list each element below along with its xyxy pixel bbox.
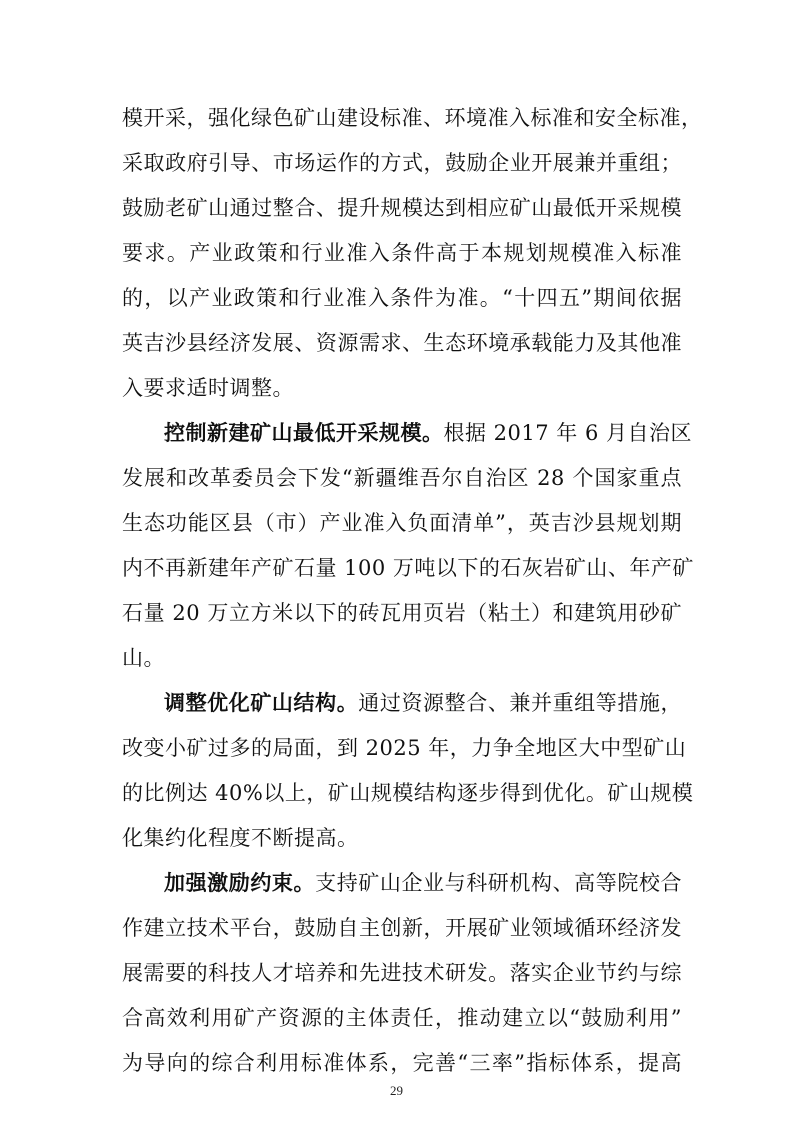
section3-line: 展需要的科技人才培养和先进技术研发。落实企业节约与综 [122,961,682,985]
section1-first-line [164,416,693,450]
section1-line: 生态功能区县（市）产业准入负面清单”，英吉沙县规划期 [122,511,682,535]
section2-first-line [164,686,682,720]
paragraph-line: 入要求适时调整。 [122,376,294,400]
section2-line: 的比例达 40%以上，矿山规模结构逐步得到优化。矿山规模 [122,781,694,805]
paragraph-line: 模开采，强化绿色矿山建设标准、环境准入标准和安全标准， [122,106,703,130]
paragraph-line: 鼓励老矿山通过整合、提升规模达到相应矿山最低开采规模 [122,196,682,220]
paragraph-line: 的，以产业政策和行业准入条件为准。“十四五”期间依据 [122,286,682,310]
section1-first-line-text: 根据 2017 年 6 月自治区 [443,421,693,445]
paragraph-line: 要求。产业政策和行业准入条件高于本规划规模准入标准 [122,241,682,265]
paragraph-line: 采取政府引导、市场运作的方式，鼓励企业开展兼并重组； [122,151,682,175]
section3-line: 为导向的综合利用标准体系，完善“三率”指标体系，提高 [122,1051,682,1075]
section2-line: 化集约化程度不断提高。 [122,826,359,850]
section3-first-line-text: 支持矿山企业与科研机构、高等院校合 [315,871,682,895]
section2-line: 改变小矿过多的局面，到 2025 年，力争全地区大中型矿山 [122,736,687,760]
section1-heading: 控制新建矿山最低开采规模。 [164,420,444,445]
section2-first-line-text: 通过资源整合、兼并重组等措施， [358,691,683,715]
section1-line: 内不再新建年产矿石量 100 万吨以下的石灰岩矿山、年产矿 [122,556,694,580]
section3-first-line [164,866,682,900]
section3-line: 合高效利用矿产资源的主体责任，推动建立以“鼓励利用” [122,1006,682,1030]
section1-line: 石量 20 万立方米以下的砖瓦用页岩（粘土）和建筑用砂矿 [122,601,682,625]
section1-line: 山。 [122,646,165,670]
section2-heading: 调整优化矿山结构。 [164,690,359,715]
section3-heading: 加强激励约束。 [164,870,316,895]
paragraph-line: 英吉沙县经济发展、资源需求、生态环境承载能力及其他准 [122,331,682,355]
section1-line: 发展和改革委员会下发“新疆维吾尔自治区 28 个国家重点 [122,466,682,490]
section3-line: 作建立技术平台，鼓励自主创新，开展矿业领域循环经济发 [122,916,682,940]
page-number: 29 [390,1083,403,1098]
